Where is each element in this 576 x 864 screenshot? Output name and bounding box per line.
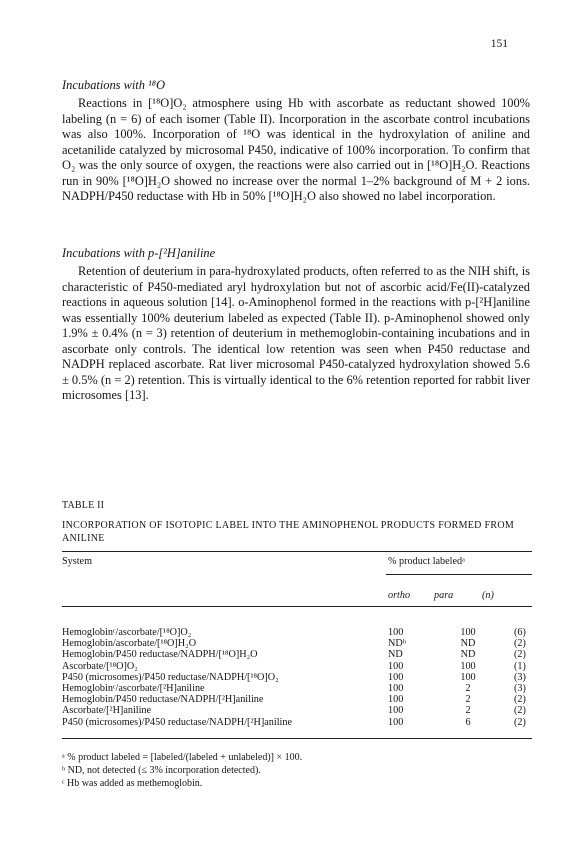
- cell-system: Hemoglobin/P450 reductase/NADPH/[¹⁸O]H₂O: [62, 649, 258, 661]
- column-header-system: System: [62, 556, 93, 567]
- table-row: [62, 672, 532, 683]
- table-row: [62, 627, 532, 638]
- cell-para: 100: [460, 660, 476, 672]
- cell-system: Ascorbate/[¹⁸O]O₂: [62, 660, 138, 672]
- cell-ortho: 100: [388, 716, 404, 728]
- column-header-ortho: ortho: [388, 590, 411, 601]
- footnote-b: ᵇ ND, not detected (≤ 3% incorporation detected).: [62, 765, 261, 776]
- cell-n: (3): [514, 671, 526, 683]
- cell-para: 6: [465, 716, 471, 728]
- column-header-percent-labeled: % product labeledᵃ: [388, 556, 465, 567]
- cell-ortho: 100: [388, 627, 404, 638]
- cell-n: (2): [514, 638, 526, 650]
- cell-para: ND: [460, 649, 476, 661]
- cell-system: Hemoglobinᶜ/ascorbate/[²H]aniline: [62, 683, 205, 695]
- table-row: [62, 705, 532, 716]
- table-caption: TABLE II: [62, 500, 105, 511]
- table-row: [62, 717, 532, 728]
- cell-system: Hemoglobin/P450 reductase/NADPH/[²H]aniline: [62, 694, 264, 706]
- cell-n: (2): [514, 705, 526, 717]
- cell-para: 100: [460, 671, 476, 683]
- section-heading-18o: Incubations with ¹⁸O: [62, 78, 166, 92]
- cell-ortho: ND: [388, 649, 403, 661]
- data-table: [62, 627, 532, 728]
- table-row: [62, 649, 532, 660]
- cell-para: 2: [465, 683, 471, 695]
- page-number: 151: [490, 38, 508, 50]
- cell-para: 2: [465, 694, 471, 706]
- cell-n: (2): [514, 649, 526, 661]
- cell-ortho: 100: [388, 705, 404, 717]
- cell-para: 100: [460, 627, 476, 638]
- footnote-a: ᵃ % product labeled = [labeled/(labeled + unlabeled)] × 100.: [62, 752, 303, 763]
- table-header-rule: [62, 606, 532, 607]
- cell-n: (3): [514, 683, 526, 695]
- cell-n: (6): [514, 627, 526, 638]
- cell-n: (2): [514, 694, 526, 706]
- table-row: [62, 661, 532, 672]
- cell-system: Hemoglobinᶜ/ascorbate/[¹⁸O]O₂: [62, 627, 192, 638]
- cell-system: Ascorbate/[²H]aniline: [62, 705, 152, 717]
- cell-para: 2: [465, 705, 471, 717]
- paragraph-deuterium: Retention of deuterium in para-hydroxylated products, often referred to as the NIH shift, is characteristic of P450-mediated aryl hydroxylation but not of ascorbic acid/Fe(II)-catalyzed reactions in aqueous solution [14]. o-Aminophenol formed in the reactions with p-[²H]aniline was essentially 100% deuterium labeled as expected (Table II). p-Aminophenol showed only 1.9% ± 0.4% (n = 3) retention of deuterium in methemoglobin-containing incubations and in ascorbate only controls. The identical low retention was seen when P450 reductase and NADPH replaced ascorbate. Rat liver microsomal P450-catalyzed hydroxylation showed 5.6 ± 0.5% (n = 2) retention. This is virtually identical to the 6% retention reported for rabbit liver microsomes [13].: [62, 264, 530, 402]
- cell-n: (2): [514, 716, 526, 728]
- column-header-rule: [386, 574, 532, 575]
- cell-n: (1): [514, 660, 526, 672]
- table-title: INCORPORATION OF ISOTOPIC LABEL INTO THE AMINOPHENOL PRODUCTS FORMED FROM ANILINE: [62, 520, 515, 544]
- cell-system: P450 (microsomes)/P450 reductase/NADPH/[²H]aniline: [62, 716, 292, 728]
- column-header-para: para: [434, 590, 454, 601]
- cell-para: ND: [460, 638, 476, 650]
- cell-ortho: NDᵇ: [388, 638, 406, 650]
- table-row: [62, 683, 532, 694]
- column-header-n: (n): [482, 590, 494, 601]
- cell-ortho: 100: [388, 683, 404, 695]
- cell-ortho: 100: [388, 671, 404, 683]
- section-heading-deuterium: Incubations with p-[²H]aniline: [62, 246, 216, 260]
- table-bottom-rule: [62, 738, 532, 739]
- table-top-rule: [62, 551, 532, 552]
- cell-system: P450 (microsomes)/P450 reductase/NADPH/[¹⁸O]O₂: [62, 671, 279, 683]
- table-row: [62, 694, 532, 705]
- footnote-c: ᶜ Hb was added as methemoglobin.: [62, 778, 203, 789]
- cell-ortho: 100: [388, 660, 404, 672]
- cell-ortho: 100: [388, 694, 404, 706]
- cell-system: Hemoglobin/ascorbate/[¹⁸O]H₂O: [62, 638, 197, 650]
- table-row: [62, 638, 532, 649]
- paragraph-18o: Reactions in [¹⁸O]O₂ atmosphere using Hb with ascorbate as reductant showed 100% labeling (n = 6) of each isomer (Table II). Incorporation in the ascorbate control incubations was also 100%. Incorporation of ¹⁸O was identical in the hydroxylation of aniline and acetanilide catalyzed by microsomal P450, indicative of 100% incorporation. To confirm that O₂ was the only source of oxygen, the reactions were also carried out in [¹⁸O]H₂O. Reactions run in 90% [¹⁸O]H₂O showed no increase over the normal 1–2% background of M + 2 ions. NADPH/P450 reductase with Hb in 50% [¹⁸O]H₂O also showed no label incorporation.: [62, 96, 530, 203]
